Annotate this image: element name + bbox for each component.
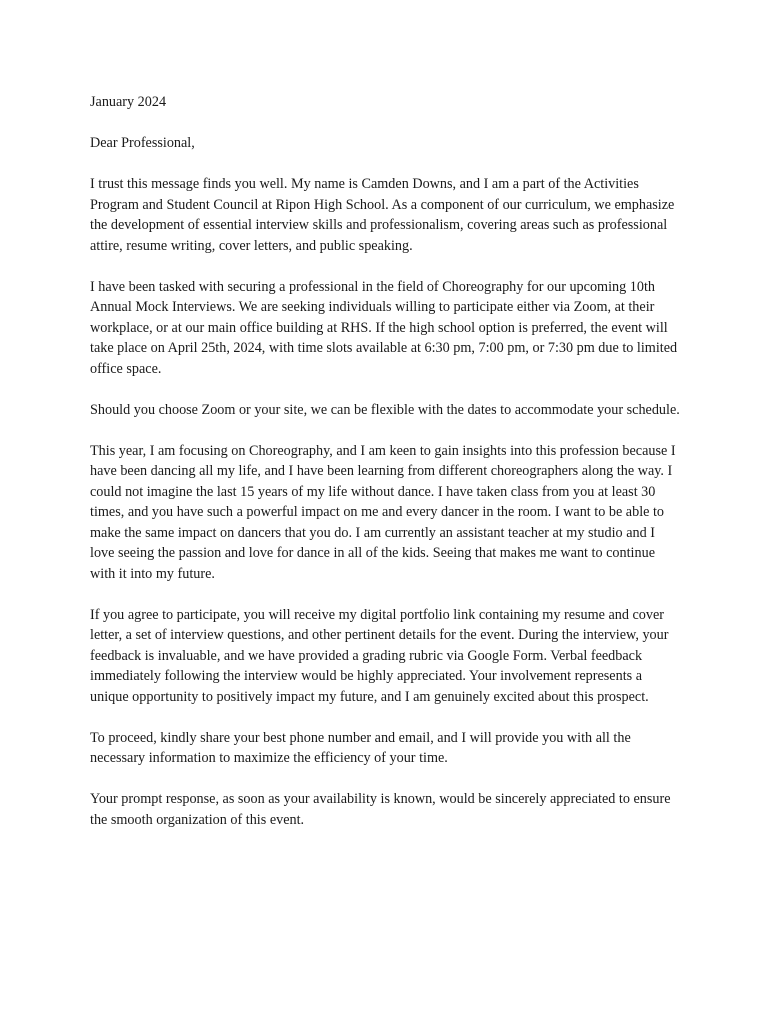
paragraph-flexibility: Should you choose Zoom or your site, we can be flexible with the dates to accommodate your schedule.	[90, 401, 680, 418]
paragraph-motivation: This year, I am focusing on Choreography, and I am keen to gain insights into this profession because I have been dancing all my life, and I have been learning from different choreographers along the way. I could not imagine the last 15 years of my life without dance. I have taken class from you at least 30 times, and you have such a powerful impact on me and every dancer in the room. I want to be able to make the same impact on dancers that you do. I am currently an assistant teacher at my studio and I love seeing the passion and love for dance in all of the kids. Seeing that makes me want to continue with it into my future.	[90, 442, 676, 582]
letter-date: January 2024	[90, 94, 167, 110]
letter-salutation: Dear Professional,	[90, 135, 195, 151]
paragraph-request: I have been tasked with securing a professional in the field of Choreography for our upcoming 10th Annual Mock Interviews. We are seeking individuals willing to participate either via Zoom, at their workplace, or at our main office building at RHS. If the high school option is preferred, the event will take place on April 25th, 2024, with time slots available at 6:30 pm, 7:00 pm, or 7:30 pm due to limited office space.	[90, 278, 678, 377]
letter-body	[90, 92, 680, 851]
paragraph-next-steps: To proceed, kindly share your best phone number and email, and I will provide you with all the necessary information to maximize the efficiency of your time.	[90, 729, 631, 766]
paragraph-introduction: I trust this message finds you well. My name is Camden Downs, and I am a part of the Activities Program and Student Council at Ripon High School. As a component of our curriculum, we emphasize the development of essential interview skills and professionalism, covering areas such as professional attire, resume writing, cover letters, and public speaking.	[90, 176, 675, 254]
paragraph-closing-request: Your prompt response, as soon as your availability is known, would be sincerely appreciated to ensure the smooth organization of this event.	[90, 791, 671, 828]
paragraph-participation-details: If you agree to participate, you will receive my digital portfolio link containing my resume and cover letter, a set of interview questions, and other pertinent details for the event. During the interview, your feedback is invaluable, and we have provided a grading rubric via Google Form. Verbal feedback immediately following the interview would be highly appreciated. Your involvement represents a unique opportunity to positively impact my future, and I am genuinely excited about this prospect.	[90, 606, 669, 705]
